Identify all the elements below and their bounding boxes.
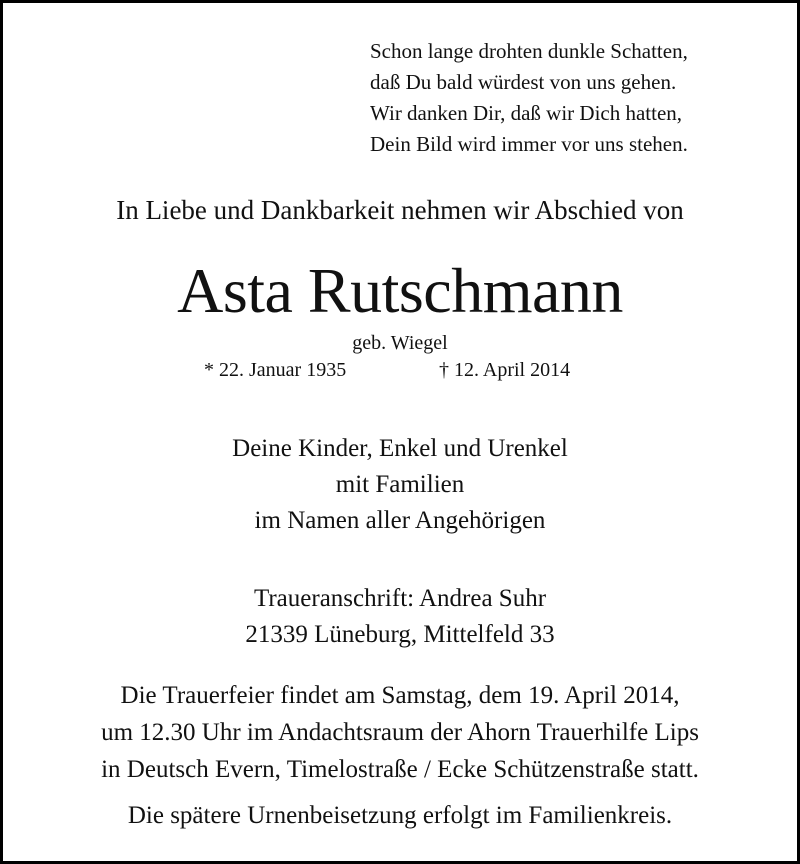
birth-name: geb. Wiegel <box>352 332 448 354</box>
mourners-line: im Namen aller Angehörigen <box>254 507 546 534</box>
birth-date: * 22. Januar 1935 <box>204 359 347 381</box>
service-line: Die Trauerfeier findet am Samstag, dem 19. April 2014, <box>120 682 680 709</box>
poem-line: Wir danken Dir, daß wir Dich hatten, <box>370 101 683 125</box>
service-line: um 12.30 Uhr im Andachtsraum der Ahorn Trauerhilfe Lips <box>101 719 699 746</box>
mourners-line: Deine Kinder, Enkel und Urenkel <box>232 435 568 462</box>
intro-text: In Liebe und Dankbarkeit nehmen wir Abschied von <box>116 195 684 225</box>
address-line: Traueranschrift: Andrea Suhr <box>253 585 547 612</box>
mourners-line: mit Familien <box>335 471 465 498</box>
poem <box>370 36 688 160</box>
deceased-name: Asta Rutschmann <box>177 255 623 326</box>
mourners-block <box>3 431 797 539</box>
address-line: 21339 Lüneburg, Mittelfeld 33 <box>245 621 555 648</box>
poem-line: Dein Bild wird immer vor uns stehen. <box>370 132 688 156</box>
poem-line: Schon lange drohten dunkle Schatten, <box>370 39 688 63</box>
death-date: † 12. April 2014 <box>439 359 571 381</box>
burial-note: Die spätere Urnenbeisetzung erfolgt im Familienkreis. <box>127 802 673 829</box>
poem-line: daß Du bald würdest von uns gehen. <box>370 70 677 94</box>
service-line: in Deutsch Evern, Timelostraße / Ecke Schützenstraße statt. <box>101 756 699 783</box>
condolence-address <box>3 581 797 653</box>
funeral-service-info <box>3 677 797 788</box>
